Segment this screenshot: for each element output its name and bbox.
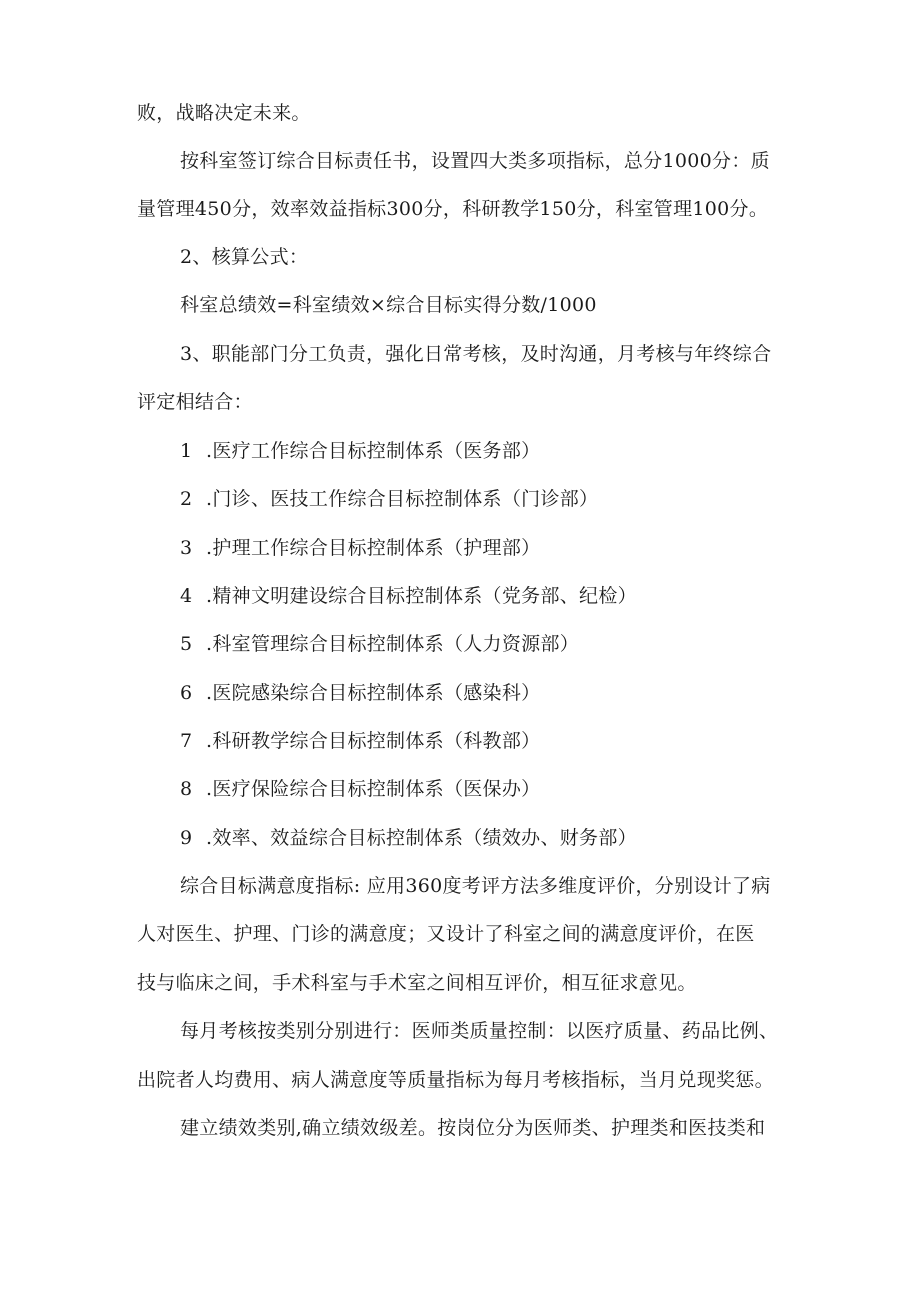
list-item-text: .护理工作综合目标控制体系（护理部） [206,537,541,559]
list-item-number: 9 [180,827,193,849]
list-item-number: 3 [180,537,193,559]
list-item [180,824,840,852]
list-item [180,630,840,658]
list-item-number: 2 [180,488,193,510]
list-item-text: .精神文明建设综合目标控制体系（党务部、纪检） [206,585,637,607]
text-line: 按科室签订综合目标责任书，设置四大类多项指标，总分1000分：质 [180,150,770,172]
list-item-number: 1 [180,440,193,462]
list-item [180,679,840,707]
text-line: 出院者人均费用、病人满意度等质量指标为每月考核指标，当月兑现奖惩。 [137,1069,774,1091]
formula-line: 科室总绩效=科室绩效×综合目标实得分数/1000 [180,294,597,316]
text-line: 技与临床之间，手术科室与手术室之间相互评价，相互征求意见。 [137,972,697,994]
list-item-text: .科室管理综合目标控制体系（人力资源部） [206,633,580,655]
text-line: 建立绩效类别,确立绩效级差。按岗位分为医师类、护理类和医技类和 [180,1117,766,1139]
list-item [180,582,840,610]
list-item [180,534,840,562]
list-item [180,437,840,465]
list-item [180,727,840,755]
text-line: 综合目标满意度指标: 应用360度考评方法多维度评价，分别设计了病 [180,875,771,897]
text-line: 评定相结合： [137,391,253,413]
text-line: 每月考核按类别分别进行：医师类质量控制：以医疗质量、药品比例、 [180,1020,779,1042]
list-item-text: .效率、效益综合目标控制体系（绩效办、财务部） [206,827,637,849]
list-item-text: .医院感染综合目标控制体系（感染科） [206,682,541,704]
text-line: 量管理450分，效率效益指标300分，科研教学150分，科室管理100分。 [137,198,769,220]
list-item-number: 6 [180,682,193,704]
list-item-number: 8 [180,778,193,800]
list-item-number: 4 [180,585,193,607]
section-heading: 2、核算公式： [180,246,309,268]
list-item [180,485,840,513]
list-item-text: .门诊、医技工作综合目标控制体系（门诊部） [206,488,599,510]
list-item-text: .科研教学综合目标控制体系（科教部） [206,730,541,752]
list-item [180,775,840,803]
text-line: 人对医生、护理、门诊的满意度；又设计了科室之间的满意度评价，在医 [137,923,755,945]
text-line: 败，战略决定未来。 [137,102,311,124]
list-item-text: .医疗工作综合目标控制体系（医务部） [206,440,541,462]
list-item-number: 5 [180,633,193,655]
text-line: 3、职能部门分工负责，强化日常考核，及时沟通，月考核与年终综合 [180,343,772,365]
list-item-text: .医疗保险综合目标控制体系（医保办） [206,778,541,800]
list-item-number: 7 [180,730,193,752]
